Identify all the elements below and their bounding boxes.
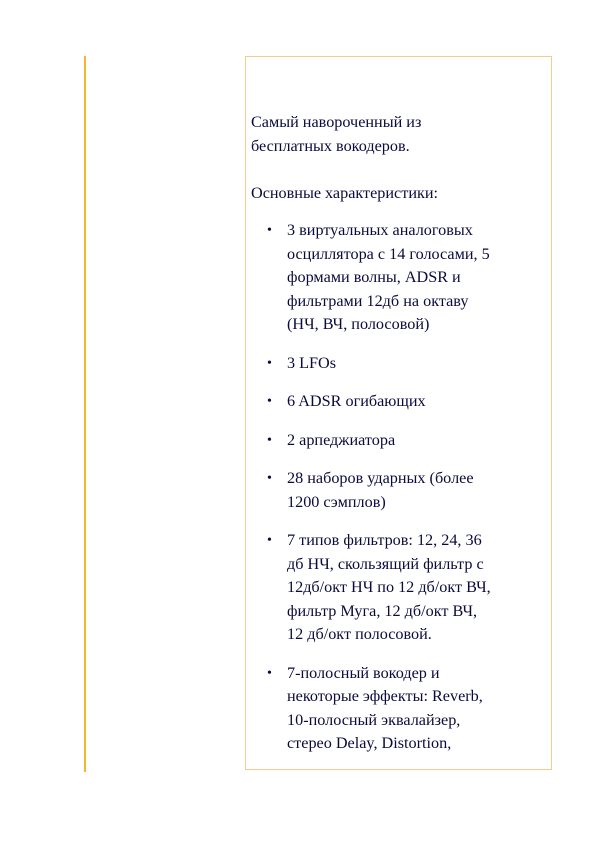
feature-line: 6 ADSR огибающих bbox=[287, 392, 426, 410]
feature-list-item bbox=[267, 390, 551, 414]
feature-line: 7 типов фильтров: 12, 24, 36 bbox=[287, 531, 482, 549]
feature-line: осциллятора с 14 голосами, 5 bbox=[287, 244, 490, 263]
intro-line: Самый навороченный из bbox=[251, 113, 422, 131]
feature-list-item bbox=[267, 352, 551, 376]
feature-list bbox=[251, 219, 551, 756]
feature-list-item bbox=[267, 429, 551, 453]
text-box bbox=[245, 56, 552, 770]
feature-line: 2 арпеджиатора bbox=[287, 430, 396, 449]
feature-line: 12 дб/окт полосовой. bbox=[287, 625, 432, 643]
feature-line: 1200 сэмплов) bbox=[287, 492, 386, 511]
feature-line: стерео Delay, Distortion, bbox=[287, 734, 452, 752]
feature-list-item bbox=[267, 219, 551, 337]
features-heading: Основные характеристики: bbox=[251, 183, 439, 202]
feature-line: 3 виртуальных аналоговых bbox=[287, 221, 473, 239]
intro-paragraph bbox=[251, 111, 551, 158]
feature-list-item bbox=[267, 467, 551, 514]
bullet-icon: • bbox=[267, 665, 272, 681]
bullet-icon: • bbox=[267, 223, 272, 238]
feature-line: 10-полосный эквалайзер, bbox=[287, 710, 461, 729]
left-margin-rule bbox=[84, 56, 86, 772]
feature-line: 7-полосный вокодер и bbox=[287, 663, 440, 682]
feature-line: (НЧ, ВЧ, полосовой) bbox=[287, 315, 430, 333]
feature-line: фильтр Муга, 12 дб/окт ВЧ, bbox=[287, 601, 478, 620]
bullet-icon: • bbox=[267, 394, 272, 409]
bullet-icon: • bbox=[267, 355, 272, 371]
feature-line: фильтрами 12дб на октаву bbox=[287, 291, 469, 310]
bullet-icon: • bbox=[267, 533, 272, 548]
feature-line: 28 наборов ударных (более bbox=[287, 469, 474, 487]
feature-line: дб НЧ, скользящий фильтр с bbox=[287, 554, 484, 573]
feature-line: 12дб/окт НЧ по 12 дб/окт ВЧ, bbox=[287, 578, 491, 596]
feature-line: 3 LFOs bbox=[287, 353, 337, 372]
feature-list-item bbox=[267, 529, 551, 647]
feature-line: некоторые эффекты: Reverb, bbox=[287, 687, 483, 705]
bullet-icon: • bbox=[267, 432, 272, 448]
text-content bbox=[251, 111, 551, 770]
feature-line: формами волны, ADSR и bbox=[287, 268, 461, 286]
bullet-icon: • bbox=[267, 471, 272, 486]
intro-line: бесплатных вокодеров. bbox=[251, 136, 410, 155]
feature-list-item bbox=[267, 662, 551, 756]
